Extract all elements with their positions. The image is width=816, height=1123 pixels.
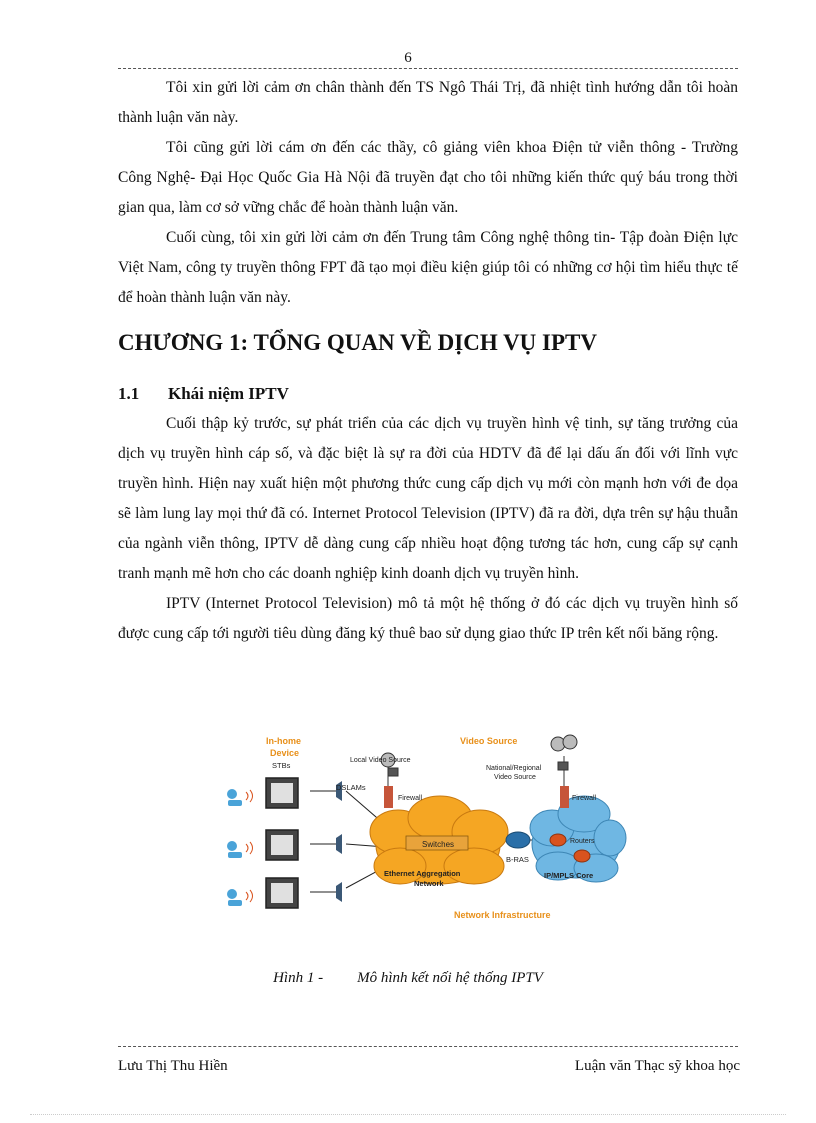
acknowledgement-block [118, 73, 738, 313]
satellite-dish-icon [563, 735, 577, 749]
label-ethernet-1: Ethernet Aggregation [384, 869, 461, 878]
footer-author: Lưu Thị Thu Hiền [118, 1058, 228, 1074]
label-firewall: Firewall [572, 795, 597, 802]
label-device: Device [270, 748, 300, 758]
label-in-home: In-home [266, 736, 301, 746]
section-title: Khái niệm IPTV [168, 384, 289, 403]
firewall-icon [384, 786, 393, 808]
router-icon [550, 834, 566, 846]
footer-rule [118, 1046, 738, 1047]
section-number: 1.1 [118, 384, 140, 403]
firewall-icon [560, 786, 569, 808]
paragraph: Cuối thập kỷ trước, sự phát triển của các dịch vụ truyền hình vệ tinh, sự tăng trưởng của dịch vụ truyền hình cáp số, và đặc biệt là sự ra đời của HDTV đã để lại dấu ấn đối với lĩnh vực truyền hình. Hiện nay xuất hiện một phương thức cung cấp dịch vụ mới còn mạnh hơn với đe dọa sẽ làm lung lay mọi thứ đã có. Internet Protocol Television (IPTV) đã ra đời, dựa trên sự hậu thuẫn của ngành viễn thông, IPTV dễ dàng cung cấp nhiều hoạt động tương tác hơn, cung cấp sự cạnh tranh mạnh mẽ hơn cho các doanh nghiệp kinh doanh dịch vụ truyền hình. [118, 415, 738, 582]
figure-caption [0, 970, 816, 987]
label-routers: Routers [570, 838, 595, 845]
user-icon [227, 789, 237, 799]
router-icon [574, 850, 590, 862]
label-stbs: STBs [272, 761, 291, 770]
header-rule [118, 68, 738, 69]
section-body [118, 409, 738, 649]
label-b-ras: B-RAS [506, 855, 529, 864]
caption-text: Mô hình kết nối hệ thống IPTV [357, 970, 543, 986]
iptv-diagram [218, 728, 628, 924]
label-local-video: Local Video Source [350, 757, 411, 764]
paragraph: Tôi xin gửi lời cảm ơn chân thành đến TS Ngô Thái Trị, đã nhiệt tình hướng dẫn tôi hoàn thành luận văn này. [118, 79, 738, 126]
section-heading [118, 384, 289, 404]
label-network-infrastructure: Network Infrastructure [454, 910, 551, 920]
paragraph: Cuối cùng, tôi xin gửi lời cảm ơn đến Trung tâm Công nghệ thông tin- Tập đoàn Điện lực Việt Nam, công ty truyền thông FPT đã tạo mọi điều kiện giúp tôi có những cơ hội tìm hiểu thực tế để hoàn thành luận văn này. [118, 229, 738, 306]
user-icon [227, 841, 237, 851]
b-ras-router-icon [506, 832, 530, 848]
label-video-source: Video Source [460, 736, 518, 746]
dslam-icon [336, 834, 342, 854]
paragraph: IPTV (Internet Protocol Television) mô tả một hệ thống ở đó các dịch vụ truyền hình số được cung cấp tới người tiêu dùng đăng ký thuê bao sử dụng giao thức IP trên kết nối băng rộng. [118, 595, 738, 642]
page-bottom-dots [30, 1114, 786, 1115]
label-ip-mpls: IP/MPLS Core [544, 871, 594, 880]
paragraph: Tôi cũng gửi lời cám ơn đến các thầy, cô giảng viên khoa Điện tử viễn thông - Trường Công Nghệ- Đại Học Quốc Gia Hà Nội đã truyền đạt cho tôi những kiến thức quý báu trong thời gian qua, làm cơ sở vững chắc để hoàn thành luận văn. [118, 139, 738, 216]
chapter-title: CHƯƠNG 1: TỔNG QUAN VỀ DỊCH VỤ IPTV [118, 330, 597, 355]
label-firewall: Firewall [398, 795, 423, 802]
user-icon [227, 889, 237, 899]
caption-label: Hình 1 - [273, 970, 324, 986]
label-ethernet-2: Network [414, 879, 444, 888]
dslam-icon [336, 882, 342, 902]
label-dslams: DSLAMs [336, 783, 366, 792]
footer-title: Luận văn Thạc sỹ khoa học [574, 1058, 740, 1074]
label-national-2: Video Source [494, 774, 536, 781]
label-switches: Switches [422, 840, 455, 849]
page-number: 6 [404, 50, 412, 66]
label-national-1: National/Regional [486, 765, 542, 772]
